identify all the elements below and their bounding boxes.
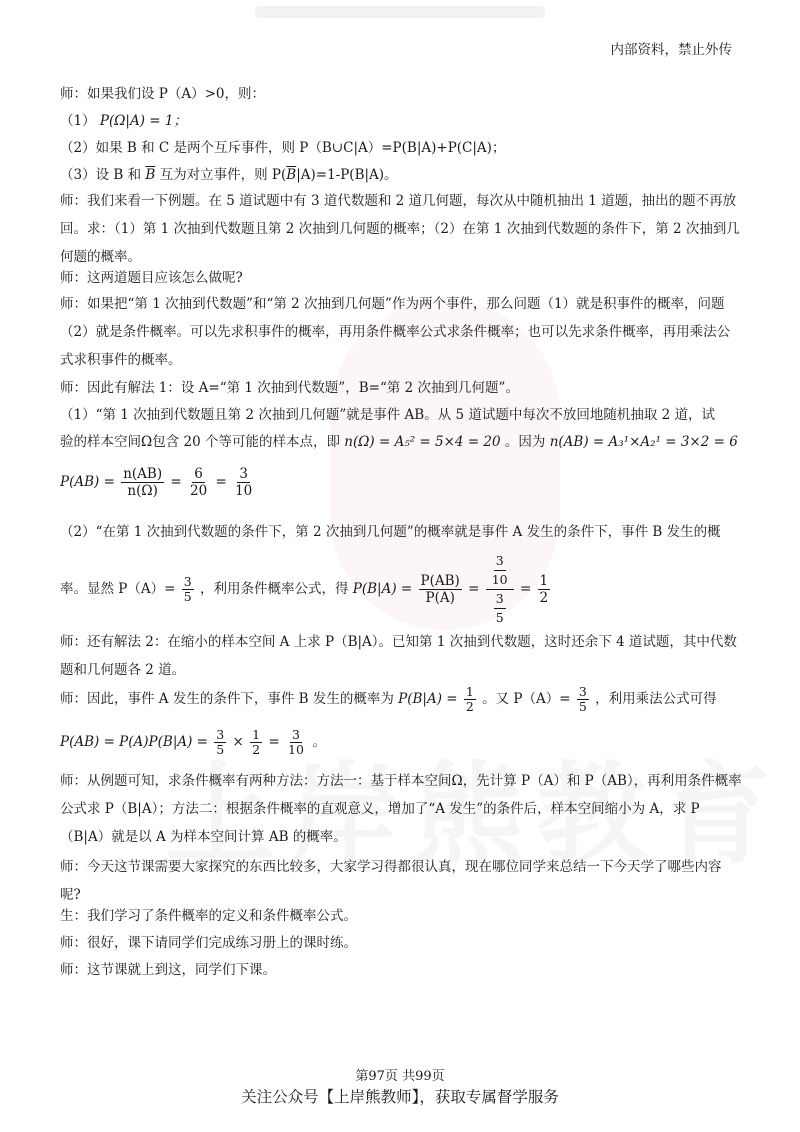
fraction — [182, 575, 194, 604]
property-1 — [60, 115, 187, 129]
footer-ad: 关注公众号【上岸熊教师】，获取专属督学服务 — [241, 1088, 559, 1106]
formula-multiplication — [60, 728, 326, 757]
text-line: （2）“在第 1 次抽到代数题的条件下，第 2 次抽到几何题”的概率就是事件 A 发生的条件下，事件 B 发生的概 — [60, 524, 721, 540]
fraction — [490, 552, 510, 589]
lhs: P(AB) = P(A)P(B|A) = — [60, 734, 208, 750]
example-paragraph: 师：我们来看一下例题。在 5 道试题中有 3 道代数题和 2 道几何题，每次从中随机抽出 1 道题，抽出的题不再放回。求：（1）第 1 次抽到代数题且第 2 次抽到几何题的概率；（2）在第 1 次抽到代数题的条件下，第 2 次抽到几何题的概率。 — [60, 193, 740, 265]
fraction — [494, 590, 506, 627]
equals: = — [468, 581, 480, 597]
text-line: 师：因此有解法 1：设 A=“第 1 次抽到代数题”，B=“第 2 次抽到几何题”。 — [60, 380, 519, 396]
text: |A)=1-P(B|A)。 — [296, 167, 398, 183]
sample-space-line — [60, 436, 738, 450]
denominator: 5 — [495, 610, 504, 625]
text-line: 师：很好，课下请同学们完成练习册上的课时练。 — [60, 935, 357, 951]
equals: = — [519, 581, 532, 597]
method-paragraph: 师：如果把“第 1 次抽到代数题”和“第 2 次抽到几何题”作为两个事件，那么问题（1）就是积事件的概率，问题（2）就是条件概率。可以先求积事件的概率，再用条件概率公式求条件概率；也可以先求条件概率，再用乘法公式求积事件的概率。 — [60, 296, 731, 368]
denominator: 10 — [235, 483, 253, 499]
text: ，利用乘法公式可得 — [595, 691, 717, 707]
numerator: 6 — [194, 466, 203, 482]
denominator: 2 — [252, 742, 261, 757]
numerator: 3 — [578, 684, 587, 699]
denominator: 5 — [183, 589, 192, 604]
text: 互为对立事件，则 P( — [159, 167, 287, 183]
compound-fraction — [486, 552, 514, 627]
fraction — [419, 573, 462, 606]
fraction — [214, 728, 226, 757]
formula: n(AB) = A₃¹×A₂¹ = 3×2 = 6 — [549, 434, 738, 450]
text: 。因为 — [504, 434, 546, 450]
denominator: 20 — [190, 483, 208, 499]
fraction — [233, 466, 254, 499]
conditional-formula-line — [60, 552, 552, 627]
equals: = — [170, 474, 182, 490]
summary-paragraph: 师：从例题可知，求条件概率有两种方法：方法一：基于样本空间Ω，先计算 P（A）和 P（AB），再利用条件概率公式求 P（B|A）；方法二：根据条件概率的直观意义，增加了“A 发生”的条件后，样本空间缩小为 A，求 P（B|A）就是以 A 为样本空间计算 AB 的概率。 — [60, 773, 742, 845]
method-2-line — [60, 685, 717, 714]
period: 。 — [312, 734, 326, 750]
text-line: 师：如果我们设 P（A）>0，则： — [60, 86, 266, 102]
equals: = — [268, 734, 280, 750]
numerator: 3 — [216, 727, 225, 742]
text: （3）设 B 和 — [60, 167, 142, 183]
formula: n(Ω) = A₅² = 5×4 = 20 — [344, 434, 501, 450]
denominator: P(A) — [425, 590, 455, 606]
text: 率。显然 P（A）= — [60, 581, 176, 597]
faded-header-band — [255, 6, 545, 18]
lhs: P(AB) = — [60, 474, 115, 490]
numerator: 1 — [252, 727, 261, 742]
method-2-paragraph: 师：还有解法 2：在缩小的样本空间 A 上求 P（B|A）。已知第 1 次抽到代数题，这时还余下 4 道试题，其中代数题和几何题各 2 道。 — [60, 634, 737, 678]
numerator: P(AB) — [420, 573, 460, 589]
denominator: n(Ω) — [127, 483, 158, 499]
fraction — [286, 728, 306, 757]
fraction — [464, 685, 476, 714]
fraction — [121, 466, 164, 499]
text: 师：因此，事件 A 发生的条件下，事件 B 发生的概率为 — [60, 691, 394, 707]
numerator: 3 — [239, 466, 248, 482]
equals: = — [215, 474, 227, 490]
b-bar: $\overline{B}$ — [145, 167, 156, 183]
denominator: 2 — [539, 590, 549, 606]
numerator: 1 — [539, 573, 549, 589]
denominator: 5 — [578, 699, 587, 714]
property-2: （2）如果 B 和 C 是两个互斥事件，则 P（B∪C|A）=P(B|A)+P(C|A)； — [60, 140, 506, 156]
fraction — [250, 728, 262, 757]
text-paragraph: 师：今天这节课需要大家探究的东西比较多，大家学习得都很认真，现在哪位同学来总结一下今天学了哪些内容呢? — [60, 859, 722, 903]
denominator: 5 — [216, 742, 225, 757]
lhs: P(B|A) = — [398, 691, 458, 707]
formula: P(Ω|A) = 1； — [99, 113, 187, 129]
denominator: 10 — [491, 572, 508, 587]
text-line: 师：这节课就上到这，同学们下课。 — [60, 962, 276, 978]
student-line: 生：我们学习了条件概率的定义和条件概率公式。 — [60, 908, 357, 924]
b-bar: $\overline{B}$ — [286, 167, 297, 183]
text: 。又 P（A）= — [482, 691, 571, 707]
compound-numerator — [486, 552, 514, 590]
times: × — [232, 734, 244, 750]
page-number: 第97页 共99页 — [355, 1069, 445, 1084]
fraction — [188, 466, 209, 499]
compound-denominator — [490, 590, 510, 627]
numerator: 3 — [494, 552, 506, 571]
numerator: 1 — [465, 684, 474, 699]
numerator: 3 — [183, 574, 192, 589]
text-line: 师：这两道题目应该怎么做呢? — [60, 270, 243, 286]
numerator: n(AB) — [123, 466, 163, 482]
label: （1） — [60, 113, 96, 129]
numerator: 3 — [291, 727, 300, 742]
fraction — [538, 573, 551, 606]
confidential-note: 内部资料，禁止外传 — [610, 42, 732, 58]
formula-pab — [60, 466, 256, 499]
property-3 — [60, 169, 398, 183]
text: 验的样本空间Ω包含 20 个等可能的样本点，即 — [60, 434, 340, 450]
denominator: 10 — [288, 742, 304, 757]
text-line: （1）“第 1 次抽到代数题且第 2 次抽到几何题”就是事件 AB。从 5 道试题中每次不放回地随机抽取 2 道，试 — [60, 407, 716, 423]
text: ，利用条件概率公式，得 — [199, 581, 349, 597]
denominator: 2 — [465, 699, 474, 714]
fraction — [577, 685, 589, 714]
numerator: 3 — [494, 590, 506, 609]
lhs: P(B|A) = — [352, 581, 413, 597]
